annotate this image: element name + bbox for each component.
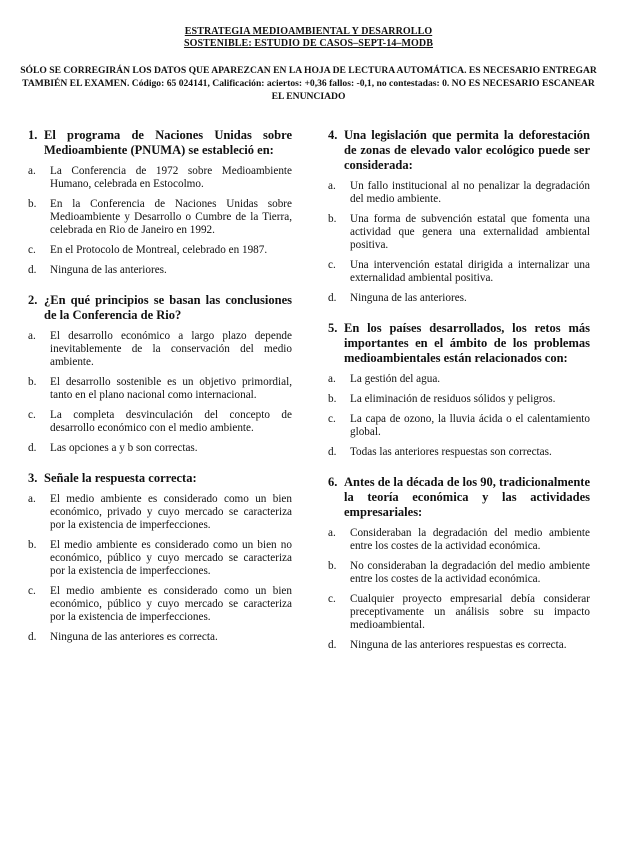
option-d (328, 639, 590, 652)
option-text: El medio ambiente es considerado como un bien no económico, público y cuyo mercado se caracteriza por la existencia de imperfecciones. (50, 539, 292, 577)
question-number: 6. (328, 475, 338, 489)
option-letter: c. (328, 413, 336, 425)
option-letter: a. (328, 527, 336, 539)
option-a (28, 330, 292, 369)
option-b (328, 393, 590, 406)
question-stem (28, 293, 292, 323)
option-c (28, 244, 292, 257)
option-c (328, 413, 590, 439)
option-letter: c. (28, 409, 36, 421)
option-letter: b. (28, 198, 37, 210)
exam-instructions: SÓLO SE CORREGIRÁN LOS DATOS QUE APAREZCAN EN LA HOJA DE LECTURA AUTOMÁTICA. ES NECESARIO ENTREGAR TAMBIÉN EL EXAMEN. Código: 65 024141, Calificación: aciertos: +0,36 fallos: -0,1, no contestadas: 0. NO ES NECESARIO ESCANEAR EL ENUNCIADO (20, 65, 597, 102)
question-stem (28, 471, 292, 486)
option-b (28, 376, 292, 402)
exam-title-line-1: ESTRATEGIA MEDIOAMBIENTAL Y DESARROLLO (184, 26, 433, 37)
question-text: ¿En qué principios se basan las conclusiones de la Conferencia de Rio? (44, 293, 292, 322)
question-text: Una legislación que permita la deforestación de zonas de elevado valor ecológico puede ser considerada: (344, 128, 590, 172)
option-text: Una intervención estatal dirigida a internalizar una externalidad ambiental positiva. (350, 259, 590, 284)
option-a (328, 527, 590, 553)
question-2 (28, 293, 292, 455)
question-number: 3. (28, 471, 38, 485)
option-text: Las opciones a y b son correctas. (50, 442, 198, 454)
exam-header (20, 26, 597, 103)
question-stem (28, 128, 292, 158)
question-stem (328, 475, 590, 520)
option-d (328, 292, 590, 305)
option-letter: b. (328, 560, 337, 572)
option-text: Ninguna de las anteriores es correcta. (50, 631, 218, 643)
option-text: Ninguna de las anteriores. (350, 292, 467, 304)
option-letter: d. (28, 631, 37, 643)
option-text: Todas las anteriores respuestas son correctas. (350, 446, 552, 458)
option-text: El desarrollo sostenible es un objetivo primordial, tanto en el plano nacional como internacional. (50, 376, 292, 401)
option-text: La completa desvinculación del concepto de desarrollo económico con el medio ambiente. (50, 409, 292, 434)
option-b (328, 560, 590, 586)
option-letter: c. (28, 585, 36, 597)
question-number: 5. (328, 321, 338, 335)
option-text: Cualquier proyecto empresarial debía considerar preceptivamente un análisis sobre su impacto medioambiental. (350, 593, 590, 631)
option-text: La Conferencia de 1972 sobre Medioambiente Humano, celebrada en Estocolmo. (50, 165, 292, 190)
question-number: 2. (28, 293, 38, 307)
option-letter: a. (328, 373, 336, 385)
option-text: En el Protocolo de Montreal, celebrado en 1987. (50, 244, 268, 256)
option-text: En la Conferencia de Naciones Unidas sobre Medioambiente y Desarrollo o Cumbre de la Tierra, celebrada en Rio de Janeiro en 1992. (50, 198, 292, 236)
option-a (328, 373, 590, 386)
option-c (28, 585, 292, 624)
option-a (28, 493, 292, 532)
exam-title-line-2: SOSTENIBLE: ESTUDIO DE CASOS–SEPT-14–MODB (183, 38, 434, 49)
option-letter: b. (328, 213, 337, 225)
option-c (328, 259, 590, 285)
option-letter: b. (28, 539, 37, 551)
question-number: 1. (28, 128, 38, 142)
option-letter: d. (28, 442, 37, 454)
question-1 (28, 128, 292, 277)
option-letter: d. (328, 639, 337, 651)
option-text: Consideraban la degradación del medio ambiente entre los costes de la actividad económica. (350, 527, 590, 552)
option-text: El medio ambiente es considerado como un bien económico, público y cuyo mercado se caracteriza por la existencia de imperfecciones. (50, 585, 292, 623)
option-letter: b. (28, 376, 37, 388)
option-text: La gestión del agua. (350, 373, 441, 385)
left-column (28, 128, 292, 660)
right-column (328, 128, 590, 668)
option-letter: b. (328, 393, 337, 405)
option-d (28, 264, 292, 277)
option-letter: d. (328, 446, 337, 458)
option-letter: d. (328, 292, 337, 304)
option-c (328, 593, 590, 632)
question-text: Antes de la década de los 90, tradicionalmente la teoría económica y las actividades empresariales: (344, 475, 590, 519)
option-letter: c. (28, 244, 36, 256)
option-letter: c. (328, 593, 336, 605)
option-letter: c. (328, 259, 336, 271)
option-b (28, 539, 292, 578)
question-stem (328, 128, 590, 173)
question-5 (328, 321, 590, 459)
option-letter: a. (328, 180, 336, 192)
option-letter: a. (28, 330, 36, 342)
option-text: La capa de ozono, la lluvia ácida o el calentamiento global. (350, 413, 590, 438)
option-text: Ninguna de las anteriores respuestas es correcta. (350, 639, 567, 651)
option-d (28, 442, 292, 455)
question-text: En los países desarrollados, los retos más importantes en el ámbito de los problemas medioambientales están relacionados con: (344, 321, 590, 365)
option-c (28, 409, 292, 435)
option-text: El medio ambiente es considerado como un bien económico, privado y cuyo mercado se caracteriza por la existencia de imperfecciones. (50, 493, 292, 531)
option-text: No consideraban la degradación del medio ambiente entre los costes de la actividad económica. (350, 560, 590, 585)
option-letter: d. (28, 264, 37, 276)
option-letter: a. (28, 493, 36, 505)
question-3 (28, 471, 292, 644)
option-text: Un fallo institucional al no penalizar la degradación del medio ambiente. (350, 180, 590, 205)
option-text: Una forma de subvención estatal que fomenta una actividad que genera una externalidad ambiental positiva. (350, 213, 590, 251)
question-stem (328, 321, 590, 366)
option-a (28, 165, 292, 191)
option-b (28, 198, 292, 237)
question-number: 4. (328, 128, 338, 142)
option-d (328, 446, 590, 459)
question-4 (328, 128, 590, 305)
option-letter: a. (28, 165, 36, 177)
option-a (328, 180, 590, 206)
option-text: La eliminación de residuos sólidos y peligros. (350, 393, 556, 405)
option-d (28, 631, 292, 644)
option-b (328, 213, 590, 252)
option-text: Ninguna de las anteriores. (50, 264, 167, 276)
question-6 (328, 475, 590, 652)
option-text: El desarrollo económico a largo plazo depende inevitablemente de la conservación del medio ambiente. (50, 330, 292, 368)
question-text: El programa de Naciones Unidas sobre Medioambiente (PNUMA) se estableció en: (44, 128, 292, 157)
question-text: Señale la respuesta correcta: (44, 471, 197, 485)
